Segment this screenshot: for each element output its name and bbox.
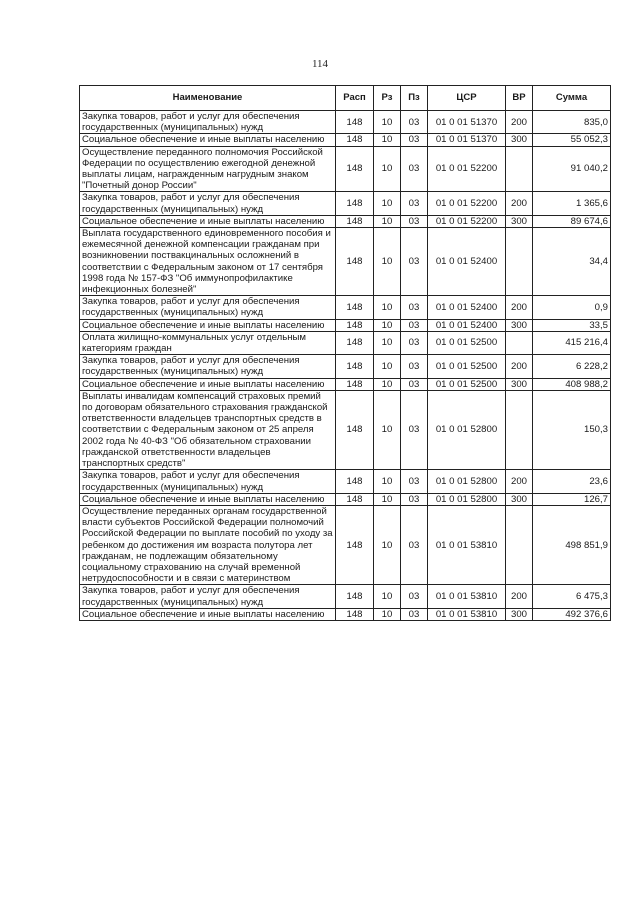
cell-vr <box>506 390 533 469</box>
cell-vr <box>506 331 533 354</box>
cell-pz: 03 <box>401 296 428 319</box>
cell-name: Выплата государственного единовременного пособия и ежемесячной денежной компенсации гражданам при возникновении поствакцинальных осложнений в соответствии с Федеральным законом от 17 сентября 1998 года № 157-ФЗ "Об иммунопрофилактике инфекционных болезней" <box>80 228 336 296</box>
cell-rasp: 148 <box>336 319 374 331</box>
cell-rz: 10 <box>374 192 401 215</box>
cell-sum: 0,9 <box>533 296 611 319</box>
table-row <box>80 585 611 608</box>
cell-rasp: 148 <box>336 390 374 469</box>
table-header-row <box>80 86 611 111</box>
cell-name: Закупка товаров, работ и услуг для обеспечения государственных (муниципальных) нужд <box>80 192 336 215</box>
cell-rz: 10 <box>374 608 401 620</box>
cell-rasp: 148 <box>336 228 374 296</box>
cell-rz: 10 <box>374 111 401 134</box>
cell-rasp: 148 <box>336 134 374 146</box>
cell-vr: 200 <box>506 192 533 215</box>
cell-pz: 03 <box>401 390 428 469</box>
cell-name: Осуществление переданного полномочия Российской Федерации по осуществлению ежегодной денежной выплаты лицам, награжденным нагрудным знаком "Почетный донор России" <box>80 146 336 192</box>
cell-name: Социальное обеспечение и иные выплаты населению <box>80 608 336 620</box>
cell-name: Социальное обеспечение и иные выплаты населению <box>80 134 336 146</box>
cell-rasp: 148 <box>336 493 374 505</box>
cell-name: Закупка товаров, работ и услуг для обеспечения государственных (муниципальных) нужд <box>80 470 336 493</box>
table-row <box>80 134 611 146</box>
cell-rasp: 148 <box>336 470 374 493</box>
cell-sum: 492 376,6 <box>533 608 611 620</box>
table-row <box>80 493 611 505</box>
cell-rasp: 148 <box>336 585 374 608</box>
cell-csr: 01 0 01 52400 <box>428 228 506 296</box>
table-body <box>80 111 611 621</box>
cell-name: Социальное обеспечение и иные выплаты населению <box>80 378 336 390</box>
cell-sum: 23,6 <box>533 470 611 493</box>
cell-name: Закупка товаров, работ и услуг для обеспечения государственных (муниципальных) нужд <box>80 585 336 608</box>
cell-csr: 01 0 01 53810 <box>428 505 506 584</box>
table-row <box>80 331 611 354</box>
cell-sum: 835,0 <box>533 111 611 134</box>
cell-rz: 10 <box>374 390 401 469</box>
cell-rz: 10 <box>374 355 401 378</box>
cell-sum: 91 040,2 <box>533 146 611 192</box>
cell-sum: 126,7 <box>533 493 611 505</box>
cell-pz: 03 <box>401 585 428 608</box>
cell-pz: 03 <box>401 378 428 390</box>
cell-rz: 10 <box>374 319 401 331</box>
cell-csr: 01 0 01 53810 <box>428 585 506 608</box>
cell-sum: 6 228,2 <box>533 355 611 378</box>
table-row <box>80 228 611 296</box>
cell-csr: 01 0 01 51370 <box>428 134 506 146</box>
cell-sum: 55 052,3 <box>533 134 611 146</box>
cell-vr: 300 <box>506 319 533 331</box>
cell-name: Социальное обеспечение и иные выплаты населению <box>80 493 336 505</box>
cell-name: Социальное обеспечение и иные выплаты населению <box>80 215 336 227</box>
cell-sum: 6 475,3 <box>533 585 611 608</box>
cell-vr: 300 <box>506 134 533 146</box>
cell-csr: 01 0 01 53810 <box>428 608 506 620</box>
cell-pz: 03 <box>401 192 428 215</box>
cell-pz: 03 <box>401 228 428 296</box>
cell-csr: 01 0 01 52800 <box>428 390 506 469</box>
cell-pz: 03 <box>401 355 428 378</box>
header-rasp: Расп <box>336 86 374 111</box>
cell-vr <box>506 505 533 584</box>
table-row <box>80 390 611 469</box>
cell-csr: 01 0 01 52400 <box>428 296 506 319</box>
cell-vr <box>506 228 533 296</box>
cell-name: Социальное обеспечение и иные выплаты населению <box>80 319 336 331</box>
cell-rz: 10 <box>374 228 401 296</box>
table-row <box>80 296 611 319</box>
table-row <box>80 111 611 134</box>
table-row <box>80 505 611 584</box>
header-pz: Пз <box>401 86 428 111</box>
cell-sum: 150,3 <box>533 390 611 469</box>
cell-pz: 03 <box>401 505 428 584</box>
cell-vr: 200 <box>506 296 533 319</box>
header-csr: ЦСР <box>428 86 506 111</box>
cell-rasp: 148 <box>336 505 374 584</box>
cell-rasp: 148 <box>336 215 374 227</box>
cell-rasp: 148 <box>336 355 374 378</box>
cell-rz: 10 <box>374 470 401 493</box>
cell-rz: 10 <box>374 493 401 505</box>
header-name: Наименование <box>80 86 336 111</box>
cell-csr: 01 0 01 52200 <box>428 215 506 227</box>
table-row <box>80 470 611 493</box>
table-row <box>80 378 611 390</box>
cell-pz: 03 <box>401 493 428 505</box>
cell-name: Оплата жилищно-коммунальных услуг отдельным категориям граждан <box>80 331 336 354</box>
cell-name: Закупка товаров, работ и услуг для обеспечения государственных (муниципальных) нужд <box>80 355 336 378</box>
cell-sum: 89 674,6 <box>533 215 611 227</box>
cell-name: Осуществление переданных органам государственной власти субъектов Российской Федерации полномочий Российской Федерации по выплате пособий по уходу за ребенком до достижения им возраста полутора лет гражданам, не подлежащим обязательному социальному страхованию на случай временной нетрудоспособности и в связи с материнством <box>80 505 336 584</box>
cell-vr: 300 <box>506 378 533 390</box>
table-row <box>80 319 611 331</box>
cell-csr: 01 0 01 52800 <box>428 493 506 505</box>
header-sum: Сумма <box>533 86 611 111</box>
cell-name: Закупка товаров, работ и услуг для обеспечения государственных (муниципальных) нужд <box>80 296 336 319</box>
cell-csr: 01 0 01 52500 <box>428 355 506 378</box>
header-rz: Рз <box>374 86 401 111</box>
cell-rz: 10 <box>374 585 401 608</box>
cell-rz: 10 <box>374 134 401 146</box>
cell-csr: 01 0 01 52400 <box>428 319 506 331</box>
cell-sum: 34,4 <box>533 228 611 296</box>
cell-name: Выплаты инвалидам компенсаций страховых премий по договорам обязательного страхования гражданской ответственности владельцев транспортных средств в соответствии с Федеральным законом от 25 апреля 2002 года № 40-ФЗ "Об обязательном страховании гражданской ответственности владельцев транспортных средств" <box>80 390 336 469</box>
cell-rasp: 148 <box>336 331 374 354</box>
table-row <box>80 608 611 620</box>
cell-pz: 03 <box>401 134 428 146</box>
cell-pz: 03 <box>401 470 428 493</box>
cell-rz: 10 <box>374 331 401 354</box>
cell-rasp: 148 <box>336 146 374 192</box>
cell-vr: 200 <box>506 355 533 378</box>
cell-rasp: 148 <box>336 192 374 215</box>
cell-sum: 408 988,2 <box>533 378 611 390</box>
table-row <box>80 192 611 215</box>
cell-csr: 01 0 01 51370 <box>428 111 506 134</box>
cell-csr: 01 0 01 52200 <box>428 192 506 215</box>
table-row <box>80 215 611 227</box>
cell-vr: 200 <box>506 111 533 134</box>
cell-vr: 200 <box>506 585 533 608</box>
cell-sum: 415 216,4 <box>533 331 611 354</box>
cell-rasp: 148 <box>336 296 374 319</box>
table-row <box>80 146 611 192</box>
budget-table <box>79 85 611 621</box>
cell-csr: 01 0 01 52500 <box>428 378 506 390</box>
table-row <box>80 355 611 378</box>
cell-vr: 300 <box>506 608 533 620</box>
cell-vr: 300 <box>506 215 533 227</box>
cell-rasp: 148 <box>336 378 374 390</box>
cell-rasp: 148 <box>336 111 374 134</box>
cell-vr <box>506 146 533 192</box>
cell-pz: 03 <box>401 146 428 192</box>
cell-pz: 03 <box>401 111 428 134</box>
cell-csr: 01 0 01 52800 <box>428 470 506 493</box>
cell-vr: 200 <box>506 470 533 493</box>
cell-pz: 03 <box>401 608 428 620</box>
cell-rasp: 148 <box>336 608 374 620</box>
cell-pz: 03 <box>401 319 428 331</box>
cell-rz: 10 <box>374 505 401 584</box>
cell-pz: 03 <box>401 215 428 227</box>
cell-rz: 10 <box>374 296 401 319</box>
page-number: 114 <box>311 58 329 70</box>
cell-csr: 01 0 01 52200 <box>428 146 506 192</box>
cell-pz: 03 <box>401 331 428 354</box>
cell-sum: 498 851,9 <box>533 505 611 584</box>
cell-name: Закупка товаров, работ и услуг для обеспечения государственных (муниципальных) нужд <box>80 111 336 134</box>
cell-csr: 01 0 01 52500 <box>428 331 506 354</box>
cell-vr: 300 <box>506 493 533 505</box>
cell-rz: 10 <box>374 215 401 227</box>
cell-sum: 33,5 <box>533 319 611 331</box>
cell-sum: 1 365,6 <box>533 192 611 215</box>
cell-rz: 10 <box>374 378 401 390</box>
cell-rz: 10 <box>374 146 401 192</box>
header-vr: ВР <box>506 86 533 111</box>
